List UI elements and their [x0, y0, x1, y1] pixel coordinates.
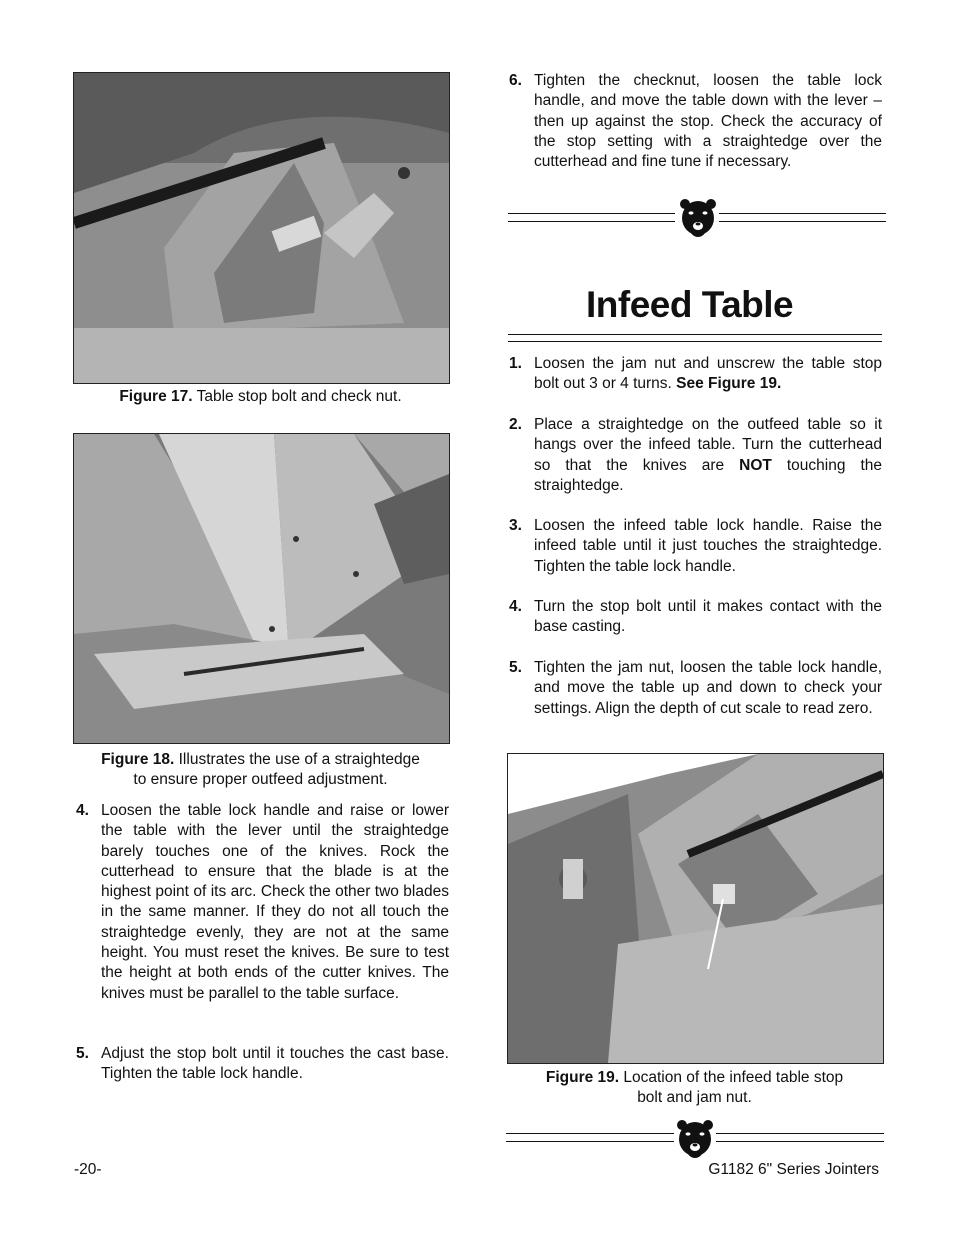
- divider-line: [506, 1141, 674, 1142]
- right-step-6: [509, 71, 882, 172]
- figure-18-caption: [73, 750, 448, 790]
- divider-line: [719, 221, 886, 222]
- infeed-step-1: [509, 354, 882, 395]
- divider-line: [506, 1133, 674, 1134]
- figure-19-line2: bolt and jam nut.: [637, 1089, 752, 1106]
- step-text-plain: Loosen the jam nut and unscrew the table stop bolt out 3 or 4 turns.: [534, 355, 882, 393]
- step-number: 4.: [509, 598, 522, 615]
- divider-line: [719, 213, 886, 214]
- figure-18-label: Figure 18.: [101, 751, 175, 768]
- bear-head-icon: [676, 1119, 714, 1161]
- step-text: Turn the stop bolt until it makes contact with the base casting.: [534, 598, 882, 636]
- step-text: [534, 354, 882, 395]
- divider-line: [716, 1141, 884, 1142]
- figure-19-label: Figure 19.: [545, 1069, 620, 1086]
- step-number: 5.: [509, 659, 522, 676]
- step-number: 6.: [509, 72, 522, 89]
- step-text: Loosen the table lock handle and raise or lower the table with the lever until the straightedge barely touches one of the knives. Rock the cutterhead to ensure that the blade is at the highest point of its arc. Check the other two blades in the same manner. If they do not all touch the straightedge evenly, they are not at the same height. You must reset the knives. Be sure to test the height at both ends of the cutter knives. The knives must be parallel to the table surface.: [101, 802, 449, 1002]
- divider-line: [508, 221, 675, 222]
- page-number: -20-: [74, 1161, 102, 1178]
- step-text: [534, 415, 882, 496]
- infeed-step-2: [509, 415, 882, 496]
- left-step-5: [76, 1044, 449, 1085]
- title-rule: [508, 334, 882, 335]
- step-text: Adjust the stop bolt until it touches the cast base. Tighten the table lock handle.: [101, 1045, 449, 1083]
- figure-19-photo: [507, 753, 884, 1064]
- bear-head-icon: [679, 198, 717, 240]
- figure-19-caption: [507, 1068, 882, 1108]
- step-text-plain: Place a straightedge on the outfeed table so it hangs over the infeed table. Turn the cutterhead so that the knives are: [534, 416, 882, 474]
- step-text-plain-after: touching the straightedge.: [534, 456, 882, 494]
- step-number: 5.: [76, 1045, 89, 1062]
- figure-18-line1: Illustrates the use of a straightedge: [178, 751, 420, 768]
- figure-17-caption: [73, 387, 448, 407]
- figure-17-text: Table stop bolt and check nut.: [196, 388, 402, 405]
- infeed-step-3: [509, 516, 882, 577]
- figure-19-line1: Location of the infeed table stop: [623, 1069, 844, 1086]
- divider-line: [716, 1133, 884, 1134]
- figure-18-photo: [73, 433, 450, 744]
- divider-line: [508, 213, 675, 214]
- section-title: Infeed Table: [586, 284, 794, 325]
- step-number: 4.: [76, 802, 89, 819]
- step-text: Tighten the checknut, loosen the table lock handle, and move the table down with the lever – then up against the stop. Check the accuracy of the stop setting with a straightedge over the cutterhead and fine tune if necessary.: [534, 72, 882, 171]
- step-number: 1.: [509, 355, 522, 372]
- step-text-bold: See Figure 19.: [676, 375, 782, 393]
- figure-17-photo: [73, 72, 450, 384]
- document-title: G1182 6" Series Jointers: [708, 1161, 879, 1178]
- infeed-step-4: [509, 597, 882, 638]
- step-text: Tighten the jam nut, loosen the table lock handle, and move the table up and down to check your settings. Align the depth of cut scale to read zero.: [534, 659, 882, 717]
- title-rule: [508, 341, 882, 342]
- step-text: Loosen the infeed table lock handle. Raise the infeed table until it just touches the straightedge. Tighten the table lock handle.: [534, 517, 882, 575]
- step-number: 3.: [509, 517, 522, 534]
- step-number: 2.: [509, 416, 522, 433]
- left-step-4: [76, 801, 449, 1004]
- infeed-step-5: [509, 658, 882, 719]
- step-text-bold: NOT: [739, 456, 772, 474]
- figure-17-label: Figure 17.: [119, 388, 193, 405]
- figure-18-line2: to ensure proper outfeed adjustment.: [133, 771, 388, 788]
